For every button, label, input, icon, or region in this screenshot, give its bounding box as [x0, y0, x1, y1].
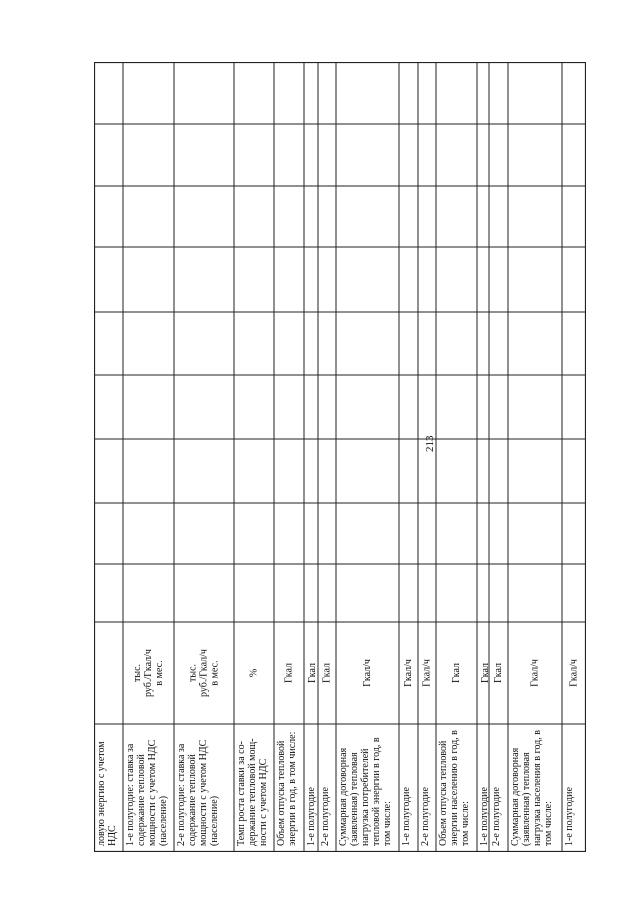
cell-text-line: 1-е полугодие: [479, 787, 490, 846]
table-border: [95, 63, 586, 852]
row-label: [320, 787, 331, 846]
row-label: [306, 787, 317, 846]
cell-text-line: Гкал: [321, 662, 333, 684]
cell-text-line: руб./Гкал/ч: [143, 649, 154, 697]
cell-text-line: Гкал/ч: [403, 659, 414, 687]
page-number: 213: [424, 435, 436, 452]
cell-text-line: ности с учетом НДС: [258, 758, 269, 846]
row-unit: [493, 663, 504, 683]
cell-text-line: Гкал: [283, 662, 295, 684]
table-row: [320, 663, 333, 846]
row-unit: [569, 659, 580, 687]
table-row: [420, 659, 433, 846]
cell-text-line: энергии в год, в том числе:: [287, 731, 298, 846]
cell-text-line: 1-е полугодие: ставка за: [125, 743, 136, 846]
cell-text-line: том числе:: [543, 801, 554, 846]
table-row: [564, 659, 580, 846]
row-label: [420, 787, 431, 846]
cell-text-line: 2-е полугодие: [320, 787, 331, 846]
cell-text-line: 1-е полугодие: [306, 787, 317, 846]
cell-text-line: Гкал: [493, 662, 504, 684]
cell-text-line: Гкал/ч: [421, 659, 433, 687]
cell-text-line: Суммарная договорная: [510, 747, 521, 846]
table-row: [236, 669, 269, 846]
cell-text-line: мощности с учетом НДС: [147, 739, 158, 846]
cell-text-line: (население): [158, 795, 169, 846]
cell-text-line: том числе:: [382, 801, 393, 846]
cell-text-line: Гкал/ч: [568, 659, 580, 687]
cell-text-line: нагрузка потребителей: [360, 748, 371, 846]
row-label: [401, 787, 412, 846]
cell-text-line: в мес.: [209, 660, 221, 686]
cell-text-line: Объем отпуска тепловой: [276, 740, 287, 846]
table-row: [338, 659, 393, 846]
cell-text-line: руб./Гкал/ч: [198, 649, 210, 697]
cell-text-line: мощности с учетом НДС: [198, 739, 209, 846]
table-row: [176, 649, 221, 846]
cell-text-line: НДС: [107, 825, 118, 846]
row-label: [125, 739, 169, 846]
cell-text-line: Гкал: [480, 662, 491, 684]
row-unit: [132, 649, 165, 697]
cell-text-line: содержание тепловой: [187, 754, 198, 846]
row-label: [510, 730, 554, 846]
cell-text-line: (население): [209, 795, 220, 846]
row-unit: [403, 659, 414, 687]
cell-text-line: %: [248, 668, 260, 678]
row-unit: [188, 649, 221, 697]
row-unit: [451, 663, 462, 683]
row-unit: [249, 669, 260, 677]
row-label: [276, 732, 298, 846]
table-row: [125, 649, 169, 846]
cell-text-line: энергии населению в год, в: [449, 730, 460, 846]
cell-text-line: (заявленная) тепловая: [349, 752, 360, 846]
table-row: [510, 659, 554, 846]
row-label: [338, 737, 393, 846]
row-label: [176, 739, 220, 846]
row-label: [96, 741, 118, 846]
table-row: [96, 741, 118, 846]
table-row: [276, 663, 298, 846]
cell-text-line: ловую энергию с учетом: [96, 741, 107, 846]
cell-text-line: тепловой энергии в год, в: [371, 737, 382, 846]
cell-text-line: тыс.: [187, 663, 199, 683]
cell-text-line: Гкал/ч: [529, 659, 541, 687]
cell-text-line: 2-е полугодие: [491, 787, 502, 846]
cell-text-line: Темп роста ставки за со-: [236, 741, 247, 846]
row-label: [236, 738, 269, 846]
row-unit: [530, 659, 541, 687]
cell-text-line: Гкал/ч: [362, 659, 373, 687]
cell-text-line: Гкал: [307, 662, 318, 684]
cell-text-line: держание тепловой мощ-: [247, 738, 258, 846]
cell-text-line: том числе:: [460, 801, 471, 846]
row-unit: [322, 663, 333, 683]
row-unit: [480, 663, 491, 683]
table-row: [438, 663, 471, 846]
cell-text-line: Гкал: [451, 662, 462, 684]
row-unit: [284, 663, 295, 683]
row-unit: [422, 659, 433, 687]
table-row: [491, 663, 504, 846]
cell-text-line: Суммарная договорная: [338, 747, 349, 846]
cell-text-line: 2-е полугодие: ставка за: [176, 743, 187, 846]
cell-text-line: 1-е полугодие: [564, 787, 575, 846]
cell-text-line: тыс.: [132, 663, 143, 683]
cell-text-line: содержание тепловой: [136, 754, 147, 846]
row-unit: [307, 663, 318, 683]
cell-text-line: 2-е полугодие: [420, 787, 431, 846]
row-label: [438, 730, 471, 846]
row-unit: [362, 659, 373, 687]
cell-text-line: Объем отпуска тепловой: [438, 740, 449, 846]
table-row: [401, 659, 414, 846]
cell-text-line: нагрузка населения в год, в: [532, 730, 543, 846]
data-table: [94, 62, 586, 852]
cell-text-line: (заявленная) тепловая: [521, 752, 532, 846]
row-label: [491, 787, 502, 846]
cell-text-line: в мес.: [154, 660, 165, 686]
row-label: [564, 787, 575, 846]
cell-text-line: 1-е полугодие: [401, 787, 412, 846]
table-row: [306, 663, 318, 846]
row-label: [479, 787, 490, 846]
